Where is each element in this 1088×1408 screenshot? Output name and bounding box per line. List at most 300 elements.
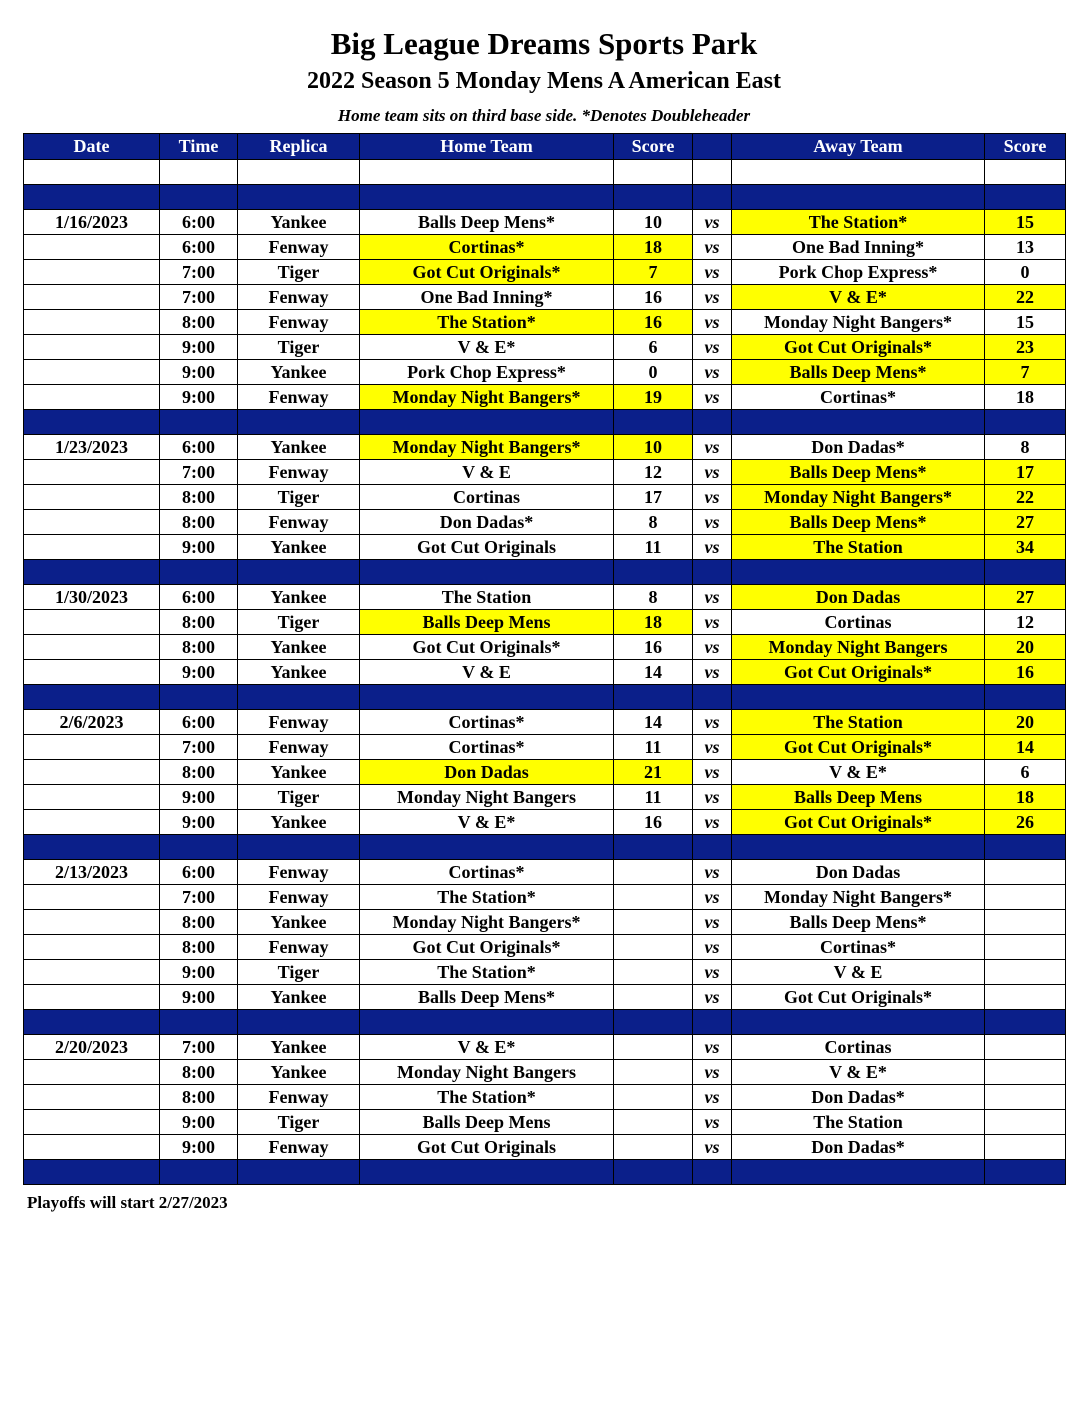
page-subtitle: 2022 Season 5 Monday Mens A American East [306, 68, 782, 94]
home-team-cell: The Station* [360, 960, 614, 985]
away-team-cell: The Station [732, 1110, 985, 1135]
replica-field-cell: Yankee [238, 660, 360, 685]
date-cell-empty [24, 1085, 160, 1110]
home-score-cell: 21 [614, 760, 693, 785]
game-row [24, 635, 1066, 660]
schedule-note: Home team sits on third base side. *Denotes Doubleheader [337, 106, 751, 125]
home-score-cell: 19 [614, 385, 693, 410]
week-separator-row [24, 685, 1066, 710]
time-cell: 9:00 [160, 360, 238, 385]
game-row [24, 335, 1066, 360]
time-cell: 9:00 [160, 810, 238, 835]
game-row [24, 285, 1066, 310]
date-cell-empty [24, 810, 160, 835]
time-cell: 9:00 [160, 535, 238, 560]
game-row [24, 760, 1066, 785]
away-score-cell [985, 910, 1066, 935]
away-team-cell: Got Cut Originals* [732, 985, 985, 1010]
replica-field-cell: Fenway [238, 235, 360, 260]
date-cell-empty [24, 610, 160, 635]
away-team-cell: Monday Night Bangers* [732, 485, 985, 510]
time-cell: 8:00 [160, 910, 238, 935]
replica-field-cell: Fenway [238, 385, 360, 410]
home-score-cell: 16 [614, 285, 693, 310]
replica-field-cell: Yankee [238, 535, 360, 560]
replica-field-cell: Yankee [238, 1060, 360, 1085]
vs-label: vs [693, 610, 732, 635]
game-row [24, 735, 1066, 760]
time-cell: 7:00 [160, 460, 238, 485]
away-score-cell: 14 [985, 735, 1066, 760]
away-team-cell: Balls Deep Mens* [732, 460, 985, 485]
away-team-cell: V & E* [732, 1060, 985, 1085]
replica-field-cell: Yankee [238, 585, 360, 610]
game-row [24, 1035, 1066, 1060]
col-header-vs [693, 134, 732, 160]
time-cell: 8:00 [160, 310, 238, 335]
vs-label: vs [693, 485, 732, 510]
vs-label: vs [693, 360, 732, 385]
date-cell: 2/6/2023 [24, 710, 160, 735]
week-separator-row [24, 1010, 1066, 1035]
home-team-cell: Got Cut Originals* [360, 635, 614, 660]
date-cell-empty [24, 910, 160, 935]
game-row [24, 535, 1066, 560]
home-score-cell [614, 1110, 693, 1135]
home-team-cell: Balls Deep Mens [360, 1110, 614, 1135]
home-score-cell: 14 [614, 710, 693, 735]
vs-label: vs [693, 935, 732, 960]
away-team-cell: The Station [732, 710, 985, 735]
replica-field-cell: Yankee [238, 360, 360, 385]
time-cell: 6:00 [160, 710, 238, 735]
time-cell: 7:00 [160, 1035, 238, 1060]
time-cell: 9:00 [160, 1110, 238, 1135]
vs-label: vs [693, 460, 732, 485]
game-row [24, 385, 1066, 410]
home-team-cell: Don Dadas [360, 760, 614, 785]
away-team-cell: One Bad Inning* [732, 235, 985, 260]
away-team-cell: Cortinas [732, 1035, 985, 1060]
game-row [24, 910, 1066, 935]
home-score-cell [614, 960, 693, 985]
game-row [24, 510, 1066, 535]
game-row [24, 710, 1066, 735]
home-team-cell: V & E* [360, 810, 614, 835]
vs-label: vs [693, 435, 732, 460]
schedule-body [24, 160, 1066, 1185]
home-team-cell: The Station* [360, 885, 614, 910]
game-row [24, 860, 1066, 885]
replica-field-cell: Fenway [238, 885, 360, 910]
home-score-cell [614, 885, 693, 910]
home-score-cell: 7 [614, 260, 693, 285]
away-team-cell: The Station* [732, 210, 985, 235]
away-score-cell: 18 [985, 385, 1066, 410]
date-cell-empty [24, 385, 160, 410]
home-team-cell: Cortinas [360, 485, 614, 510]
replica-field-cell: Yankee [238, 635, 360, 660]
away-score-cell: 27 [985, 510, 1066, 535]
vs-label: vs [693, 1035, 732, 1060]
schedule-table [23, 133, 1066, 1185]
home-score-cell: 8 [614, 585, 693, 610]
away-score-cell: 18 [985, 785, 1066, 810]
vs-label: vs [693, 260, 732, 285]
col-header-time: Time [160, 134, 238, 160]
date-cell: 1/23/2023 [24, 435, 160, 460]
time-cell: 8:00 [160, 935, 238, 960]
game-row [24, 785, 1066, 810]
away-team-cell: Cortinas* [732, 935, 985, 960]
replica-field-cell: Fenway [238, 710, 360, 735]
home-score-cell [614, 985, 693, 1010]
replica-field-cell: Tiger [238, 785, 360, 810]
vs-label: vs [693, 1135, 732, 1160]
replica-field-cell: Tiger [238, 335, 360, 360]
away-score-cell: 13 [985, 235, 1066, 260]
home-team-cell: V & E* [360, 335, 614, 360]
vs-label: vs [693, 585, 732, 610]
time-cell: 8:00 [160, 1085, 238, 1110]
away-team-cell: V & E [732, 960, 985, 985]
away-score-cell: 15 [985, 310, 1066, 335]
blank-row [24, 160, 1066, 185]
away-team-cell: Monday Night Bangers* [732, 885, 985, 910]
away-score-cell [985, 1085, 1066, 1110]
home-score-cell: 16 [614, 310, 693, 335]
vs-label: vs [693, 985, 732, 1010]
away-team-cell: Pork Chop Express* [732, 260, 985, 285]
vs-label: vs [693, 635, 732, 660]
game-row [24, 460, 1066, 485]
away-score-cell [985, 960, 1066, 985]
replica-field-cell: Fenway [238, 1135, 360, 1160]
vs-label: vs [693, 810, 732, 835]
vs-label: vs [693, 660, 732, 685]
header-row [24, 134, 1066, 160]
vs-label: vs [693, 385, 732, 410]
game-row [24, 260, 1066, 285]
home-team-cell: The Station* [360, 1085, 614, 1110]
replica-field-cell: Yankee [238, 910, 360, 935]
replica-field-cell: Yankee [238, 810, 360, 835]
vs-label: vs [693, 535, 732, 560]
home-team-cell: Monday Night Bangers* [360, 435, 614, 460]
vs-label: vs [693, 960, 732, 985]
vs-label: vs [693, 860, 732, 885]
time-cell: 6:00 [160, 235, 238, 260]
home-team-cell: The Station [360, 585, 614, 610]
away-team-cell: Don Dadas [732, 585, 985, 610]
vs-label: vs [693, 210, 732, 235]
date-cell-empty [24, 535, 160, 560]
away-score-cell [985, 885, 1066, 910]
home-team-cell: Got Cut Originals* [360, 260, 614, 285]
away-score-cell: 27 [985, 585, 1066, 610]
replica-field-cell: Yankee [238, 435, 360, 460]
game-row [24, 1085, 1066, 1110]
home-team-cell: Balls Deep Mens* [360, 210, 614, 235]
date-cell-empty [24, 235, 160, 260]
away-team-cell: Got Cut Originals* [732, 735, 985, 760]
home-score-cell [614, 860, 693, 885]
away-score-cell: 17 [985, 460, 1066, 485]
date-cell-empty [24, 635, 160, 660]
date-cell-empty [24, 285, 160, 310]
home-team-cell: Monday Night Bangers* [360, 910, 614, 935]
time-cell: 7:00 [160, 735, 238, 760]
home-score-cell [614, 1135, 693, 1160]
away-team-cell: Don Dadas* [732, 435, 985, 460]
col-header-home-team: Home Team [360, 134, 614, 160]
game-row [24, 810, 1066, 835]
away-score-cell: 26 [985, 810, 1066, 835]
time-cell: 7:00 [160, 285, 238, 310]
away-score-cell [985, 1110, 1066, 1135]
replica-field-cell: Yankee [238, 1035, 360, 1060]
game-row [24, 360, 1066, 385]
away-score-cell [985, 985, 1066, 1010]
replica-field-cell: Fenway [238, 935, 360, 960]
away-score-cell: 15 [985, 210, 1066, 235]
home-score-cell: 11 [614, 535, 693, 560]
date-cell: 1/30/2023 [24, 585, 160, 610]
home-team-cell: Monday Night Bangers* [360, 385, 614, 410]
away-score-cell [985, 1135, 1066, 1160]
away-team-cell: Don Dadas* [732, 1135, 985, 1160]
time-cell: 8:00 [160, 485, 238, 510]
home-score-cell [614, 910, 693, 935]
home-team-cell: Cortinas* [360, 710, 614, 735]
home-score-cell: 10 [614, 210, 693, 235]
home-score-cell [614, 1060, 693, 1085]
game-row [24, 485, 1066, 510]
date-cell-empty [24, 310, 160, 335]
home-team-cell: Got Cut Originals* [360, 935, 614, 960]
away-score-cell: 22 [985, 485, 1066, 510]
replica-field-cell: Fenway [238, 310, 360, 335]
replica-field-cell: Yankee [238, 760, 360, 785]
away-team-cell: Monday Night Bangers* [732, 310, 985, 335]
vs-label: vs [693, 1060, 732, 1085]
date-cell-empty [24, 1110, 160, 1135]
home-score-cell: 18 [614, 610, 693, 635]
replica-field-cell: Yankee [238, 985, 360, 1010]
away-score-cell: 7 [985, 360, 1066, 385]
away-score-cell [985, 1035, 1066, 1060]
week-separator-row [24, 410, 1066, 435]
home-team-cell: Balls Deep Mens* [360, 985, 614, 1010]
away-score-cell [985, 860, 1066, 885]
date-cell-empty [24, 785, 160, 810]
time-cell: 8:00 [160, 510, 238, 535]
date-cell-empty [24, 985, 160, 1010]
date-cell-empty [24, 260, 160, 285]
game-row [24, 660, 1066, 685]
time-cell: 6:00 [160, 585, 238, 610]
time-cell: 9:00 [160, 335, 238, 360]
vs-label: vs [693, 335, 732, 360]
away-team-cell: Balls Deep Mens* [732, 510, 985, 535]
game-row [24, 310, 1066, 335]
game-row [24, 585, 1066, 610]
col-header-date: Date [24, 134, 160, 160]
home-score-cell: 11 [614, 735, 693, 760]
replica-field-cell: Tiger [238, 610, 360, 635]
away-team-cell: V & E* [732, 760, 985, 785]
vs-label: vs [693, 235, 732, 260]
time-cell: 8:00 [160, 635, 238, 660]
date-cell: 2/20/2023 [24, 1035, 160, 1060]
away-team-cell: Don Dadas* [732, 1085, 985, 1110]
vs-label: vs [693, 760, 732, 785]
away-score-cell [985, 935, 1066, 960]
home-team-cell: Cortinas* [360, 735, 614, 760]
time-cell: 8:00 [160, 760, 238, 785]
time-cell: 8:00 [160, 610, 238, 635]
time-cell: 6:00 [160, 210, 238, 235]
date-cell: 2/13/2023 [24, 860, 160, 885]
game-row [24, 885, 1066, 910]
date-cell-empty [24, 1135, 160, 1160]
away-team-cell: Balls Deep Mens [732, 785, 985, 810]
game-row [24, 435, 1066, 460]
vs-label: vs [693, 885, 732, 910]
col-header-away-score: Score [985, 134, 1066, 160]
week-separator-row [24, 1160, 1066, 1185]
home-team-cell: Cortinas* [360, 860, 614, 885]
time-cell: 9:00 [160, 785, 238, 810]
home-score-cell: 17 [614, 485, 693, 510]
vs-label: vs [693, 910, 732, 935]
away-score-cell: 34 [985, 535, 1066, 560]
game-row [24, 235, 1066, 260]
vs-label: vs [693, 785, 732, 810]
home-team-cell: Got Cut Originals [360, 1135, 614, 1160]
game-row [24, 1110, 1066, 1135]
time-cell: 8:00 [160, 1060, 238, 1085]
col-header-home-score: Score [614, 134, 693, 160]
away-score-cell: 8 [985, 435, 1066, 460]
home-score-cell [614, 1085, 693, 1110]
time-cell: 6:00 [160, 860, 238, 885]
away-team-cell: Got Cut Originals* [732, 660, 985, 685]
away-score-cell: 22 [985, 285, 1066, 310]
vs-label: vs [693, 285, 732, 310]
away-score-cell: 0 [985, 260, 1066, 285]
game-row [24, 935, 1066, 960]
away-score-cell: 23 [985, 335, 1066, 360]
replica-field-cell: Fenway [238, 285, 360, 310]
replica-field-cell: Fenway [238, 735, 360, 760]
date-cell-empty [24, 510, 160, 535]
home-score-cell [614, 1035, 693, 1060]
game-row [24, 1060, 1066, 1085]
date-cell-empty [24, 960, 160, 985]
time-cell: 9:00 [160, 1135, 238, 1160]
home-score-cell: 8 [614, 510, 693, 535]
vs-label: vs [693, 1110, 732, 1135]
home-team-cell: Got Cut Originals [360, 535, 614, 560]
week-separator-row [24, 185, 1066, 210]
date-cell-empty [24, 735, 160, 760]
time-cell: 7:00 [160, 260, 238, 285]
week-separator-row [24, 835, 1066, 860]
time-cell: 7:00 [160, 885, 238, 910]
home-team-cell: V & E [360, 660, 614, 685]
playoffs-note: Playoffs will start 2/27/2023 [27, 1193, 228, 1212]
col-header-away-team: Away Team [732, 134, 985, 160]
replica-field-cell: Tiger [238, 260, 360, 285]
game-row [24, 610, 1066, 635]
vs-label: vs [693, 1085, 732, 1110]
date-cell-empty [24, 485, 160, 510]
away-score-cell: 12 [985, 610, 1066, 635]
replica-field-cell: Tiger [238, 1110, 360, 1135]
home-score-cell [614, 935, 693, 960]
away-team-cell: The Station [732, 535, 985, 560]
time-cell: 6:00 [160, 435, 238, 460]
date-cell-empty [24, 335, 160, 360]
time-cell: 9:00 [160, 985, 238, 1010]
home-team-cell: One Bad Inning* [360, 285, 614, 310]
date-cell-empty [24, 460, 160, 485]
home-score-cell: 14 [614, 660, 693, 685]
home-team-cell: Monday Night Bangers [360, 1060, 614, 1085]
replica-field-cell: Fenway [238, 460, 360, 485]
away-team-cell: Balls Deep Mens* [732, 910, 985, 935]
away-score-cell: 6 [985, 760, 1066, 785]
home-team-cell: Balls Deep Mens [360, 610, 614, 635]
time-cell: 9:00 [160, 660, 238, 685]
home-score-cell: 10 [614, 435, 693, 460]
vs-label: vs [693, 710, 732, 735]
date-cell-empty [24, 760, 160, 785]
week-separator-row [24, 560, 1066, 585]
home-team-cell: Pork Chop Express* [360, 360, 614, 385]
game-row [24, 960, 1066, 985]
game-row [24, 1135, 1066, 1160]
vs-label: vs [693, 510, 732, 535]
away-team-cell: V & E* [732, 285, 985, 310]
away-team-cell: Don Dadas [732, 860, 985, 885]
date-cell-empty [24, 885, 160, 910]
game-row [24, 210, 1066, 235]
replica-field-cell: Tiger [238, 960, 360, 985]
away-team-cell: Balls Deep Mens* [732, 360, 985, 385]
date-cell-empty [24, 1060, 160, 1085]
home-score-cell: 0 [614, 360, 693, 385]
date-cell-empty [24, 935, 160, 960]
away-team-cell: Got Cut Originals* [732, 335, 985, 360]
away-score-cell: 16 [985, 660, 1066, 685]
page-title: Big League Dreams Sports Park [330, 26, 758, 61]
date-cell: 1/16/2023 [24, 210, 160, 235]
away-score-cell: 20 [985, 710, 1066, 735]
home-team-cell: The Station* [360, 310, 614, 335]
replica-field-cell: Tiger [238, 485, 360, 510]
replica-field-cell: Yankee [238, 210, 360, 235]
replica-field-cell: Fenway [238, 1085, 360, 1110]
home-team-cell: V & E [360, 460, 614, 485]
home-team-cell: Monday Night Bangers [360, 785, 614, 810]
replica-field-cell: Fenway [238, 860, 360, 885]
home-score-cell: 11 [614, 785, 693, 810]
away-score-cell: 20 [985, 635, 1066, 660]
home-score-cell: 18 [614, 235, 693, 260]
away-team-cell: Cortinas* [732, 385, 985, 410]
